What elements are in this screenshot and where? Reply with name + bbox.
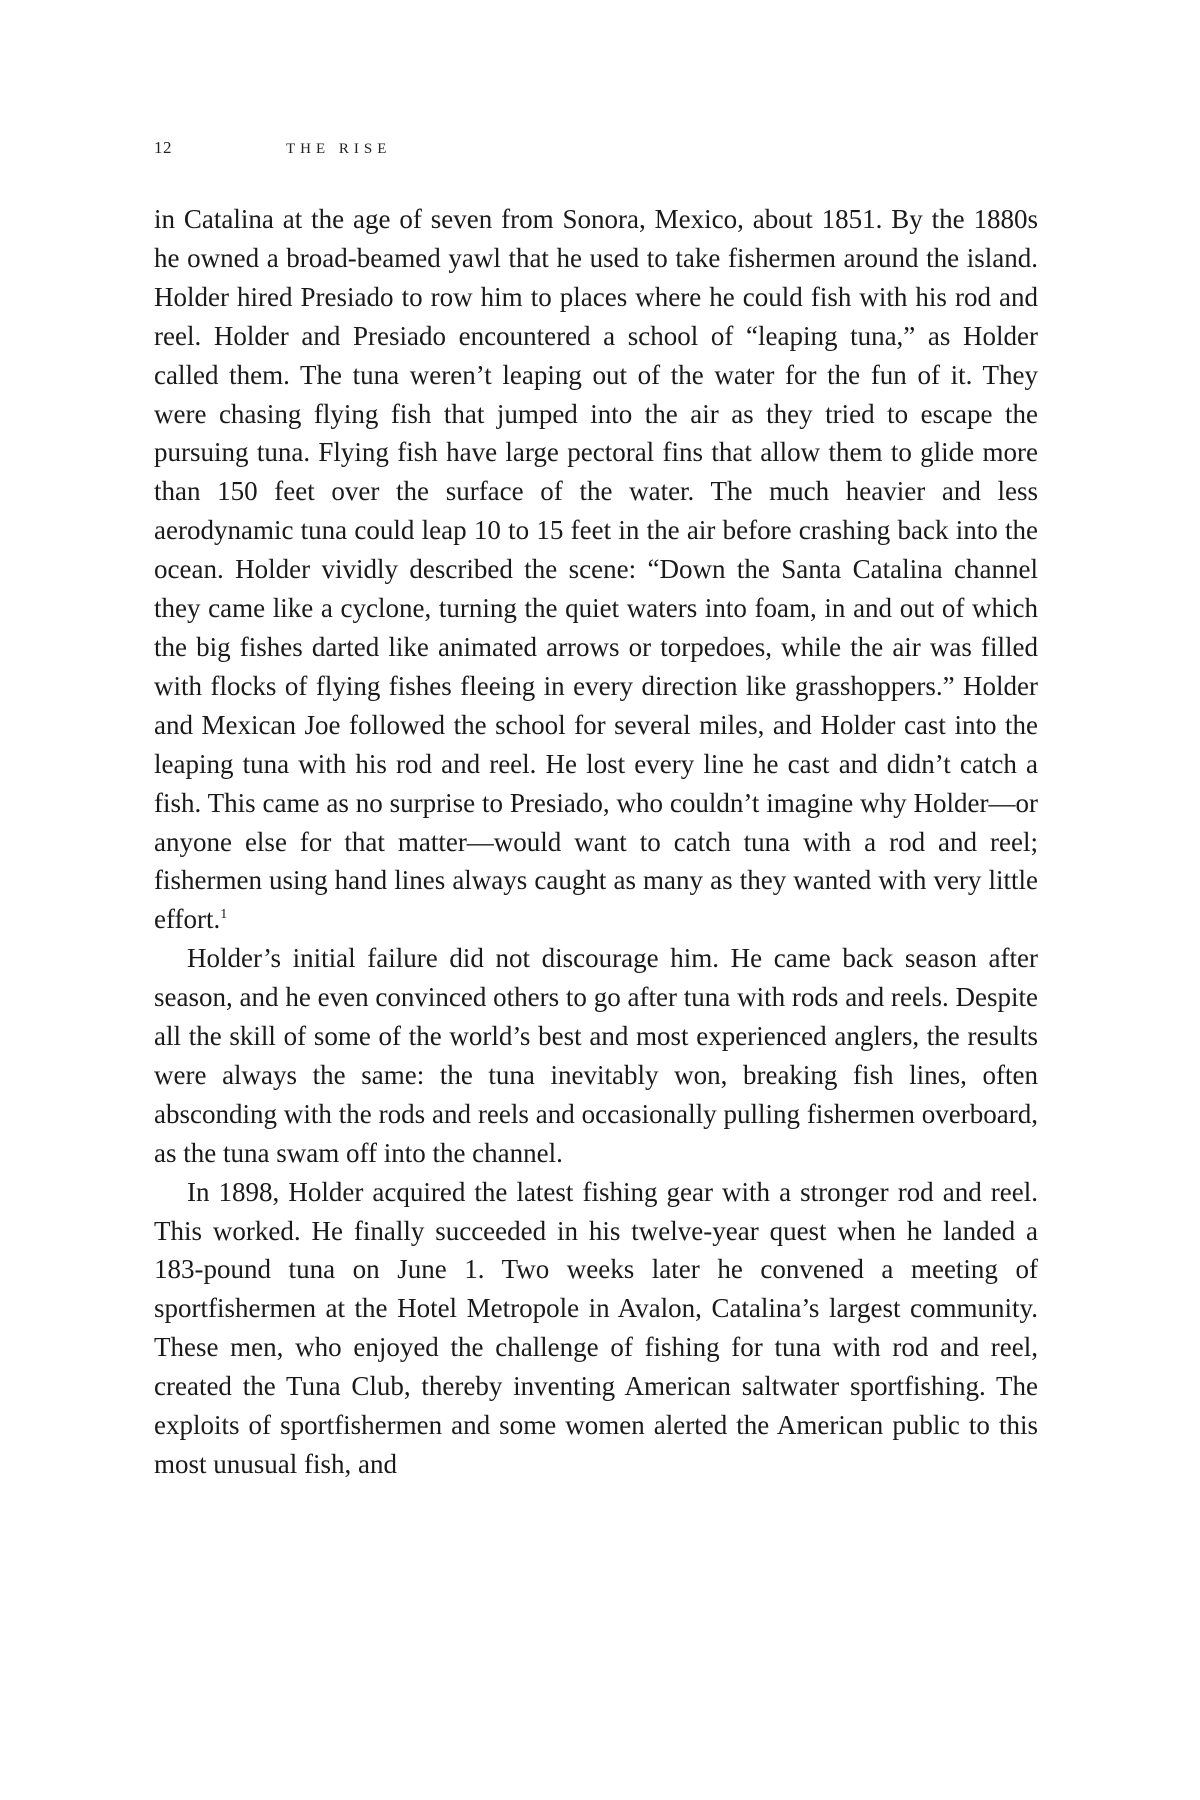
footnote-marker: 1 bbox=[220, 907, 228, 923]
paragraph-text: Holder’s initial failure did not discourage him. He came back season after season, and he even convinced others to go after tuna with rods and reels. Despite all the skill of some of the world’s best and most experienced anglers, the results were always the same: the tuna inevitably won, breaking fish lines, often absconding with the rods and reels and occasionally pulling fishermen overboard, as the tuna swam off into the channel. bbox=[154, 943, 1038, 1168]
running-head bbox=[154, 138, 391, 158]
page-number: 12 bbox=[154, 138, 172, 157]
body-text bbox=[154, 200, 1038, 1484]
paragraph bbox=[154, 200, 1038, 939]
paragraph bbox=[154, 1173, 1038, 1484]
paragraph-text: In 1898, Holder acquired the latest fishing gear with a stronger rod and reel. This worked. He finally succeeded in his twelve-year quest when he landed a 183-pound tuna on June 1. Two weeks later he convened a meeting of sportfishermen at the Hotel Metropole in Avalon, Catalina’s largest community. These men, who enjoyed the challenge of fishing for tuna with rod and reel, created the Tuna Club, thereby inventing American saltwater sportfishing. The exploits of sportfishermen and some women alerted the American public to this most unusual fish, and bbox=[154, 1176, 1038, 1479]
paragraph-text: in Catalina at the age of seven from Sonora, Mexico, about 1851. By the 1880s he owned a broad-beamed yawl that he used to take fishermen around the island. Holder hired Presiado to row him to places where he could fish with his rod and reel. Holder and Presiado encountered a school of “leaping tuna,” as Holder called them. The tuna weren’t leaping out of the water for the fun of it. They were chasing flying fish that jumped into the air as they tried to escape the pursuing tuna. Flying fish have large pectoral fins that allow them to glide more than 150 feet over the surface of the water. The much heavier and less aerodynamic tuna could leap 10 to 15 feet in the air before crashing back into the ocean. Holder vividly described the scene: “Down the Santa Catalina channel they came like a cyclone, turning the quiet waters into foam, in and out of which the big fishes darted like animated arrows or torpedoes, while the air was filled with flocks of flying fishes fleeing in every direction like grasshoppers.” Holder and Mexican Joe followed the school for several miles, and Holder cast into the leaping tuna with his rod and reel. He lost every line he cast and didn’t catch a fish. This came as no surprise to Presiado, who couldn’t imagine why Holder—or anyone else for that matter—would want to catch tuna with a rod and reel; fishermen using hand lines always caught as many as they wanted with very little effort. bbox=[154, 204, 1038, 935]
chapter-title: THE RISE bbox=[286, 141, 392, 157]
paragraph bbox=[154, 939, 1038, 1172]
